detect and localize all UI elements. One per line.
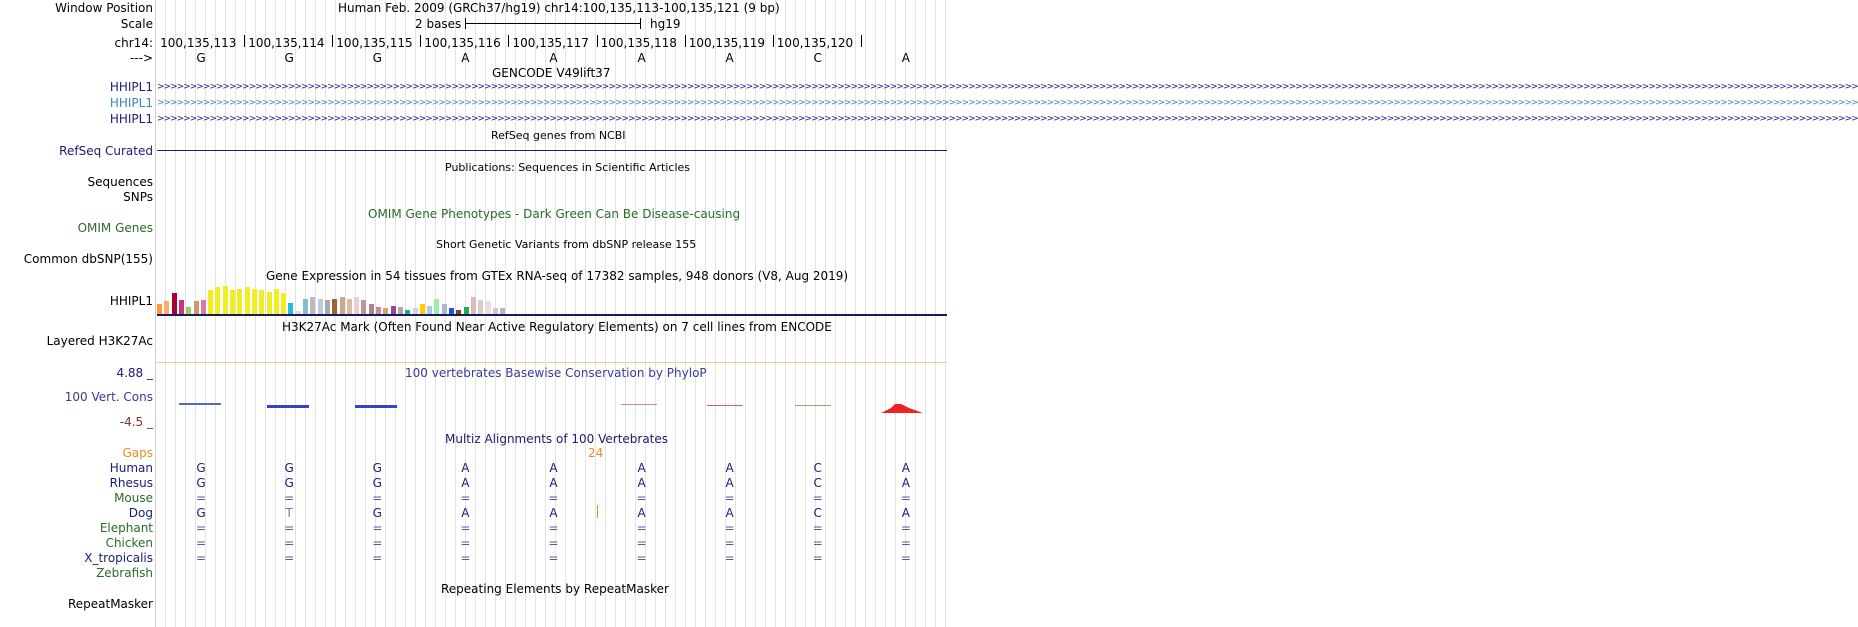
sequence-base: A <box>549 51 558 65</box>
alignment-base: = <box>460 536 471 550</box>
gtex-tissue-bar[interactable] <box>201 300 206 314</box>
alignment-base: A <box>637 506 646 520</box>
gtex-gene-line[interactable] <box>157 314 947 316</box>
alignment-base: = <box>460 521 471 535</box>
refseq-label[interactable]: RefSeq Curated <box>59 144 153 158</box>
sequence-base: G <box>372 51 382 65</box>
gaps-label[interactable]: Gaps <box>122 446 153 460</box>
coordinate-label: 100,135,117 <box>512 36 589 50</box>
alignment-base: = <box>284 551 295 565</box>
alignment-base: = <box>900 491 911 505</box>
gtex-tissue-bar[interactable] <box>340 297 345 314</box>
alignment-base: G <box>196 461 206 475</box>
alignment-base: = <box>636 521 647 535</box>
alignment-base: G <box>372 506 382 520</box>
alignment-base: = <box>284 536 295 550</box>
refseq-track-title[interactable]: RefSeq genes from NCBI <box>491 129 626 142</box>
alignment-base: G <box>284 476 294 490</box>
gencode-gene-line-1[interactable]: >>>>>>>>>>>>>>>>>>>>>>>>>>>>>>>>>>>>>>>>>>>>>>>>>>>>>>>>>>>>>>>>>>>>>>>>>>>>>>>>>>>>>>>>>>>>>>>>>>>>>>>>>>>>>>>>>>>>>>>>>>>>>>>>>>>>>>>>>>>>>>>>>>>>>>>>>>>>>>>>>>>>>>>>>>>>>>>>>>>>>>>>>>>>>>>>>>>>>>>>>>>>>>>>>>>>>>>>>>>>>>>>>>>>>>>>>>>>>>>>>>>>>>>>>>>>>>>>>>>> <box>157 82 1858 92</box>
gtex-tissue-bar[interactable] <box>245 287 250 314</box>
multiz-track-title[interactable]: Multiz Alignments of 100 Vertebrates <box>445 432 669 446</box>
gtex-tissue-bar[interactable] <box>259 290 264 314</box>
alignment-base: = <box>372 551 383 565</box>
gtex-tissue-bar[interactable] <box>442 304 447 314</box>
strand-label: ---> <box>129 51 153 65</box>
alignment-base: = <box>372 521 383 535</box>
alignment-base: = <box>284 521 295 535</box>
coordinate-tick <box>420 35 421 47</box>
sequence-base: A <box>725 51 734 65</box>
omim-label[interactable]: OMIM Genes <box>77 221 153 235</box>
sequence-base: A <box>901 51 910 65</box>
pubs-snps-label[interactable]: SNPs <box>123 190 153 204</box>
coordinate-tick <box>332 35 333 47</box>
scale-bar-right-cap <box>640 18 641 29</box>
dbsnp-label[interactable]: Common dbSNP(155) <box>23 252 153 266</box>
gtex-tissue-bar[interactable] <box>354 297 359 314</box>
alignment-base: = <box>724 521 735 535</box>
alignment-base: = <box>724 551 735 565</box>
gtex-tissue-bar[interactable] <box>267 292 272 314</box>
phylop-min-label: -4.5 _ <box>119 415 153 429</box>
gtex-tissue-bar[interactable] <box>471 297 476 314</box>
gtex-tissue-bar[interactable] <box>223 286 228 314</box>
pubs-sequences-label[interactable]: Sequences <box>87 175 153 189</box>
gencode-track-title[interactable]: GENCODE V49lift37 <box>492 66 611 80</box>
alignment-base: G <box>372 476 382 490</box>
alignment-base: A <box>461 461 470 475</box>
gencode-item-label-1[interactable]: HHIPL1 <box>109 80 153 94</box>
alignment-base: = <box>372 491 383 505</box>
repeat-track-title[interactable]: Repeating Elements by RepeatMasker <box>441 582 669 596</box>
gtex-tissue-bar[interactable] <box>208 290 213 314</box>
alignment-base: G <box>196 506 206 520</box>
h3k27ac-baseline <box>157 362 947 363</box>
alignment-base: = <box>812 491 823 505</box>
phylop-bar-2 <box>267 405 309 408</box>
alignment-base: A <box>549 506 558 520</box>
alignment-base: A <box>901 476 910 490</box>
gtex-tissue-bar[interactable] <box>420 304 425 314</box>
phylop-label[interactable]: 100 Vert. Cons <box>64 390 153 404</box>
coordinate-tick <box>861 35 862 47</box>
species-label-x_tropicalis[interactable]: X_tropicalis <box>84 551 153 565</box>
alignment-base: A <box>549 461 558 475</box>
alignment-base: A <box>725 461 734 475</box>
gtex-tissue-bar[interactable] <box>310 297 315 314</box>
sequence-base: G <box>196 51 206 65</box>
coordinate-tick <box>773 35 774 47</box>
window-position-value: Human Feb. 2009 (GRCh37/hg19) chr14:100,135,113-100,135,121 (9 bp) <box>338 1 780 15</box>
alignment-base: A <box>725 476 734 490</box>
h3k27ac-track-title[interactable]: H3K27Ac Mark (Often Found Near Active Regulatory Elements) on 7 cell lines from ENCODE <box>282 320 832 334</box>
scale-label: Scale <box>120 17 153 31</box>
gtex-tissue-bar[interactable] <box>179 300 184 314</box>
alignment-base: A <box>461 506 470 520</box>
gtex-tissue-bar[interactable] <box>281 293 286 314</box>
coordinate-label: 100,135,118 <box>600 36 677 50</box>
coordinate-label: 100,135,119 <box>688 36 766 50</box>
omim-track-title[interactable]: OMIM Gene Phenotypes - Dark Green Can Be Disease-causing <box>368 207 741 221</box>
species-label-zebrafish[interactable]: Zebrafish <box>96 566 153 580</box>
gtex-tissue-bar[interactable] <box>237 289 242 314</box>
sequence-base: A <box>637 51 646 65</box>
coordinate-tick <box>244 35 245 47</box>
alignment-base: = <box>548 521 559 535</box>
repeat-label[interactable]: RepeatMasker <box>67 597 153 611</box>
alignment-base: = <box>548 536 559 550</box>
gtex-tissue-bar[interactable] <box>157 304 162 314</box>
alignment-base: = <box>196 521 207 535</box>
gtex-tissue-bar[interactable] <box>434 299 439 314</box>
gtex-tissue-bar[interactable] <box>486 301 491 314</box>
dbsnp-track-title[interactable]: Short Genetic Variants from dbSNP release 155 <box>436 238 697 251</box>
scale-value: 2 bases <box>415 17 462 31</box>
phylop-graph[interactable] <box>157 380 947 430</box>
alignment-base: A <box>901 461 910 475</box>
label-column-separator <box>155 0 156 627</box>
gtex-track-title[interactable]: Gene Expression in 54 tissues from GTEx RNA-seq of 17382 samples, 948 donors (V8, Aug 2019) <box>266 269 849 283</box>
phylop-max-label: 4.88 _ <box>116 366 153 380</box>
coordinate-label: 100,135,116 <box>424 36 501 50</box>
gtex-label[interactable]: HHIPL1 <box>109 294 153 308</box>
gtex-tissue-bar[interactable] <box>230 290 235 314</box>
species-label-mouse[interactable]: Mouse <box>114 491 153 505</box>
species-label-elephant[interactable]: Elephant <box>99 521 153 535</box>
gtex-tissue-bar[interactable] <box>376 307 381 314</box>
alignment-base: = <box>636 491 647 505</box>
gtex-tissue-bar[interactable] <box>369 304 374 314</box>
alignment-base: = <box>900 521 911 535</box>
h3k27ac-label[interactable]: Layered H3K27Ac <box>46 334 153 348</box>
alignment-base: A <box>637 476 646 490</box>
gtex-tissue-bar[interactable] <box>288 303 293 314</box>
alignment-base: = <box>636 551 647 565</box>
alignment-base: A <box>725 506 734 520</box>
gtex-tissue-bar[interactable] <box>325 300 330 314</box>
alignment-base: = <box>636 536 647 550</box>
window-position-label: Window Position <box>55 1 153 15</box>
alignment-base: = <box>460 491 471 505</box>
sequence-base: C <box>813 51 822 65</box>
coordinate-tick <box>508 35 509 47</box>
alignment-base: C <box>813 461 822 475</box>
phylop-bar-8 <box>795 405 831 406</box>
phylop-bar-9 <box>881 404 923 413</box>
dog-insertion-marker <box>597 505 598 518</box>
sequence-base: G <box>284 51 294 65</box>
coordinate-label: 100,135,120 <box>776 36 854 50</box>
alignment-base: G <box>284 461 294 475</box>
gtex-tissue-bar[interactable] <box>361 300 366 314</box>
alignment-base: = <box>812 521 823 535</box>
scale-bar-left-cap <box>465 18 466 29</box>
gencode-gene-line-2[interactable]: >>>>>>>>>>>>>>>>>>>>>>>>>>>>>>>>>>>>>>>>>>>>>>>>>>>>>>>>>>>>>>>>>>>>>>>>>>>>>>>>>>>>>>>>>>>>>>>>>>>>>>>>>>>>>>>>>>>>>>>>>>>>>>>>>>>>>>>>>>>>>>>>>>>>>>>>>>>>>>>>>>>>>>>>>>>>>>>>>>>>>>>>>>>>>>>>>>>>>>>>>>>>>>>>>>>>>>>>>>>>>>>>>>>>>>>>>>>>>>>>>>>>>>>>>>>>>>>>>>>> <box>157 98 1858 108</box>
gtex-tissue-bar[interactable] <box>427 306 432 314</box>
gtex-tissue-bar[interactable] <box>347 299 352 314</box>
phylop-track-title[interactable]: 100 vertebrates Basewise Conservation by PhyloP <box>405 366 707 380</box>
gtex-tissue-bar[interactable] <box>164 301 169 314</box>
alignment-base: = <box>460 551 471 565</box>
coordinate-label: 100,135,115 <box>336 36 413 50</box>
alignment-base: A <box>637 461 646 475</box>
alignment-base: = <box>548 551 559 565</box>
gtex-tissue-bar[interactable] <box>303 299 308 314</box>
alignment-base: = <box>812 536 823 550</box>
alignment-base: A <box>461 476 470 490</box>
alignment-base: G <box>196 476 206 490</box>
gtex-tissue-bar[interactable] <box>318 299 323 314</box>
phylop-bar-3 <box>355 405 397 408</box>
coordinate-label: 100,135,114 <box>248 36 325 50</box>
alignment-base: = <box>196 536 207 550</box>
alignment-base: T <box>285 506 293 520</box>
alignment-base: A <box>549 476 558 490</box>
gtex-tissue-bar[interactable] <box>172 293 177 314</box>
gtex-tissue-bar[interactable] <box>252 289 257 314</box>
scale-assembly: hg19 <box>650 17 681 31</box>
species-label-rhesus[interactable]: Rhesus <box>109 476 153 490</box>
alignment-base: G <box>372 461 382 475</box>
alignment-base: A <box>901 506 910 520</box>
gaps-value: 24 <box>588 446 604 460</box>
gtex-tissue-bar[interactable] <box>274 289 279 314</box>
alignment-base: = <box>548 491 559 505</box>
alignment-base: = <box>724 491 735 505</box>
phylop-bar-6 <box>621 404 657 405</box>
phylop-bar-7 <box>707 405 743 406</box>
coordinate-label: 100,135,113 <box>160 36 237 50</box>
gtex-tissue-bar[interactable] <box>464 307 469 314</box>
phylop-bar-1 <box>179 403 221 405</box>
scale-bar <box>465 23 641 24</box>
alignment-base: = <box>284 491 295 505</box>
alignment-base: = <box>812 551 823 565</box>
gtex-tissue-bar[interactable] <box>332 299 337 314</box>
coordinate-tick <box>685 35 686 47</box>
alignment-base: = <box>196 551 207 565</box>
chrom-label: chr14: <box>114 36 153 50</box>
sequence-base: A <box>461 51 470 65</box>
refseq-gene-line[interactable] <box>157 150 947 151</box>
alignment-base: = <box>196 491 207 505</box>
gencode-item-label-3[interactable]: HHIPL1 <box>109 112 153 126</box>
alignment-base: = <box>372 536 383 550</box>
gtex-tissue-bar[interactable] <box>478 300 483 314</box>
gtex-tissue-bar[interactable] <box>398 307 403 314</box>
alignment-base: = <box>900 536 911 550</box>
gtex-tissue-bar[interactable] <box>215 287 220 314</box>
pubs-track-title[interactable]: Publications: Sequences in Scientific Articles <box>445 161 690 174</box>
alignment-base: = <box>724 536 735 550</box>
species-label-dog[interactable]: Dog <box>128 506 153 520</box>
gencode-item-label-2[interactable]: HHIPL1 <box>109 96 153 110</box>
alignment-base: = <box>900 551 911 565</box>
gtex-tissue-bar[interactable] <box>186 307 191 314</box>
species-label-chicken[interactable]: Chicken <box>105 536 153 550</box>
alignment-base: C <box>813 506 822 520</box>
gtex-bar-chart[interactable] <box>157 284 537 314</box>
species-label-human[interactable]: Human <box>109 461 153 475</box>
gtex-tissue-bar[interactable] <box>391 306 396 314</box>
coordinate-tick <box>597 35 598 47</box>
alignment-base: C <box>813 476 822 490</box>
gtex-tissue-bar[interactable] <box>194 301 199 314</box>
gencode-gene-line-3[interactable]: >>>>>>>>>>>>>>>>>>>>>>>>>>>>>>>>>>>>>>>>>>>>>>>>>>>>>>>>>>>>>>>>>>>>>>>>>>>>>>>>>>>>>>>>>>>>>>>>>>>>>>>>>>>>>>>>>>>>>>>>>>>>>>>>>>>>>>>>>>>>>>>>>>>>>>>>>>>>>>>>>>>>>>>>>>>>>>>>>>>>>>>>>>>>>>>>>>>>>>>>>>>>>>>>>>>>>>>>>>>>>>>>>>>>>>>>>>>>>>>>>>>>>>>>>>>>>>>>>>>> <box>157 114 1858 124</box>
